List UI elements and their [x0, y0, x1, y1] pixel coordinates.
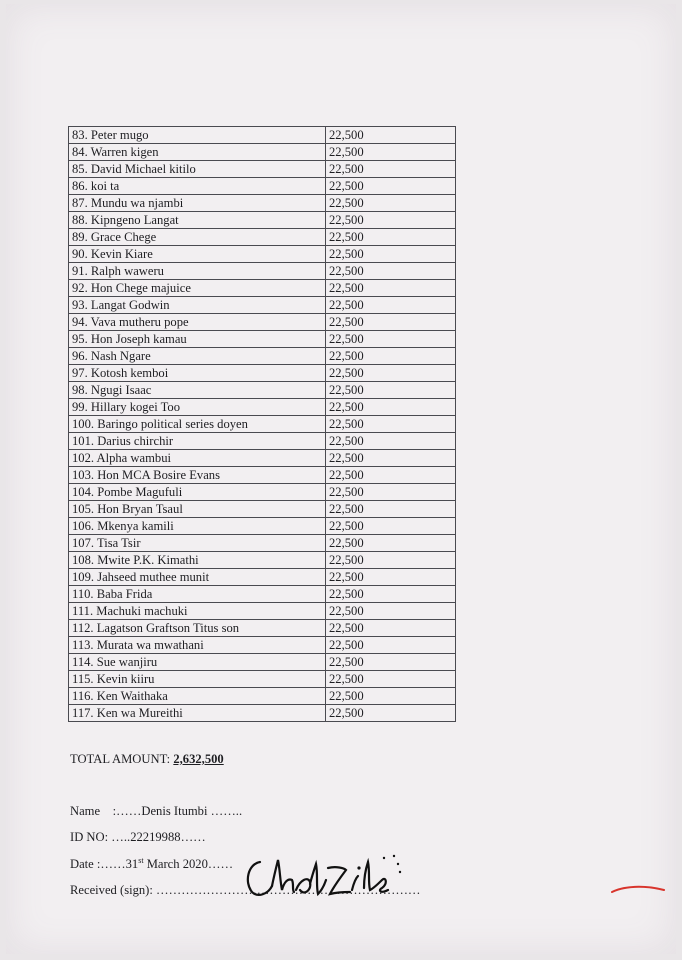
payee-name: 103. Hon MCA Bosire Evans	[69, 467, 326, 484]
payment-amount: 22,500	[326, 365, 456, 382]
table-row	[69, 348, 456, 365]
payment-amount: 22,500	[326, 161, 456, 178]
payment-amount: 22,500	[326, 586, 456, 603]
payee-name: 97. Kotosh kemboi	[69, 365, 326, 382]
payment-amount: 22,500	[326, 433, 456, 450]
date-label: Date :……31	[70, 857, 139, 871]
payment-amount: 22,500	[326, 484, 456, 501]
payee-name: 84. Warren kigen	[69, 144, 326, 161]
table-row	[69, 535, 456, 552]
table-row	[69, 382, 456, 399]
payment-table	[68, 126, 456, 722]
payee-name: 108. Mwite P.K. Kimathi	[69, 552, 326, 569]
total-value: 2,632,500	[173, 752, 224, 766]
id-value: …..22219988……	[111, 830, 206, 844]
payment-amount: 22,500	[326, 314, 456, 331]
name-label: Name	[70, 804, 101, 818]
payee-name: 106. Mkenya kamili	[69, 518, 326, 535]
payee-name: 90. Kevin Kiare	[69, 246, 326, 263]
payment-amount: 22,500	[326, 518, 456, 535]
payment-amount: 22,500	[326, 195, 456, 212]
payment-amount: 22,500	[326, 178, 456, 195]
table-row	[69, 671, 456, 688]
table-row	[69, 586, 456, 603]
payment-amount: 22,500	[326, 705, 456, 722]
payee-name: 93. Langat Godwin	[69, 297, 326, 314]
table-row	[69, 263, 456, 280]
payment-amount: 22,500	[326, 144, 456, 161]
table-row	[69, 161, 456, 178]
received-dots: ………………………………………………………	[156, 883, 421, 897]
payee-name: 83. Peter mugo	[69, 127, 326, 144]
handwritten-signature	[238, 846, 418, 908]
payment-amount: 22,500	[326, 467, 456, 484]
table-row	[69, 654, 456, 671]
table-row	[69, 229, 456, 246]
total-label: TOTAL AMOUNT:	[70, 752, 171, 766]
date-rest: March 2020……	[143, 857, 234, 871]
payee-name: 98. Ngugi Isaac	[69, 382, 326, 399]
payee-name: 104. Pombe Magufuli	[69, 484, 326, 501]
table-row	[69, 603, 456, 620]
payee-name: 116. Ken Waithaka	[69, 688, 326, 705]
payee-name: 88. Kipngeno Langat	[69, 212, 326, 229]
table-row	[69, 552, 456, 569]
payee-name: 107. Tisa Tsir	[69, 535, 326, 552]
id-label: ID NO:	[70, 830, 109, 844]
payee-name: 109. Jahseed muthee munit	[69, 569, 326, 586]
name-field	[70, 804, 242, 819]
payment-amount: 22,500	[326, 688, 456, 705]
payment-amount: 22,500	[326, 671, 456, 688]
payee-name: 87. Mundu wa njambi	[69, 195, 326, 212]
payee-name: 114. Sue wanjiru	[69, 654, 326, 671]
payee-name: 95. Hon Joseph kamau	[69, 331, 326, 348]
payee-name: 96. Nash Ngare	[69, 348, 326, 365]
date-field	[70, 857, 233, 872]
table-row	[69, 212, 456, 229]
payment-amount: 22,500	[326, 297, 456, 314]
table-row	[69, 433, 456, 450]
payee-name: 117. Ken wa Mureithi	[69, 705, 326, 722]
payment-amount: 22,500	[326, 280, 456, 297]
table-row	[69, 484, 456, 501]
payment-amount: 22,500	[326, 212, 456, 229]
payment-amount: 22,500	[326, 416, 456, 433]
table-row	[69, 450, 456, 467]
payee-name: 85. David Michael kitilo	[69, 161, 326, 178]
table-row	[69, 467, 456, 484]
payee-name: 111. Machuki machuki	[69, 603, 326, 620]
payment-amount: 22,500	[326, 331, 456, 348]
payee-name: 86. koi ta	[69, 178, 326, 195]
payment-amount: 22,500	[326, 637, 456, 654]
payment-amount: 22,500	[326, 263, 456, 280]
payee-name: 112. Lagatson Graftson Titus son	[69, 620, 326, 637]
payee-name: 92. Hon Chege majuice	[69, 280, 326, 297]
payee-name: 99. Hillary kogei Too	[69, 399, 326, 416]
table-row	[69, 144, 456, 161]
table-row	[69, 399, 456, 416]
payment-amount: 22,500	[326, 246, 456, 263]
payment-amount: 22,500	[326, 603, 456, 620]
table-row	[69, 416, 456, 433]
document-page	[6, 4, 676, 954]
table-row	[69, 637, 456, 654]
payee-name: 91. Ralph waweru	[69, 263, 326, 280]
payment-amount: 22,500	[326, 552, 456, 569]
table-row	[69, 195, 456, 212]
payment-amount: 22,500	[326, 535, 456, 552]
payment-amount: 22,500	[326, 229, 456, 246]
table-row	[69, 314, 456, 331]
payment-amount: 22,500	[326, 348, 456, 365]
payee-name: 113. Murata wa mwathani	[69, 637, 326, 654]
payment-amount: 22,500	[326, 654, 456, 671]
payment-amount: 22,500	[326, 450, 456, 467]
red-pen-mark	[610, 882, 666, 898]
payee-name: 101. Darius chirchir	[69, 433, 326, 450]
payee-name: 110. Baba Frida	[69, 586, 326, 603]
id-field	[70, 830, 206, 845]
payee-name: 100. Baringo political series doyen	[69, 416, 326, 433]
payee-name: 94. Vava mutheru pope	[69, 314, 326, 331]
payee-name: 115. Kevin kiiru	[69, 671, 326, 688]
table-row	[69, 518, 456, 535]
payment-amount: 22,500	[326, 501, 456, 518]
name-value: :……Denis Itumbi ……..	[112, 804, 243, 818]
table-row	[69, 688, 456, 705]
total-amount	[70, 752, 224, 767]
table-row	[69, 127, 456, 144]
date-ordinal: st	[138, 855, 144, 865]
table-row	[69, 297, 456, 314]
payment-amount: 22,500	[326, 127, 456, 144]
table-row	[69, 331, 456, 348]
table-row	[69, 365, 456, 382]
payment-amount: 22,500	[326, 382, 456, 399]
table-row	[69, 178, 456, 195]
payee-name: 89. Grace Chege	[69, 229, 326, 246]
table-row	[69, 280, 456, 297]
table-row	[69, 569, 456, 586]
table-row	[69, 246, 456, 263]
payee-name: 105. Hon Bryan Tsaul	[69, 501, 326, 518]
table-row	[69, 501, 456, 518]
payment-amount: 22,500	[326, 620, 456, 637]
table-row	[69, 705, 456, 722]
payment-amount: 22,500	[326, 569, 456, 586]
received-label: Received (sign):	[70, 883, 153, 897]
payment-amount: 22,500	[326, 399, 456, 416]
payee-name: 102. Alpha wambui	[69, 450, 326, 467]
table-row	[69, 620, 456, 637]
